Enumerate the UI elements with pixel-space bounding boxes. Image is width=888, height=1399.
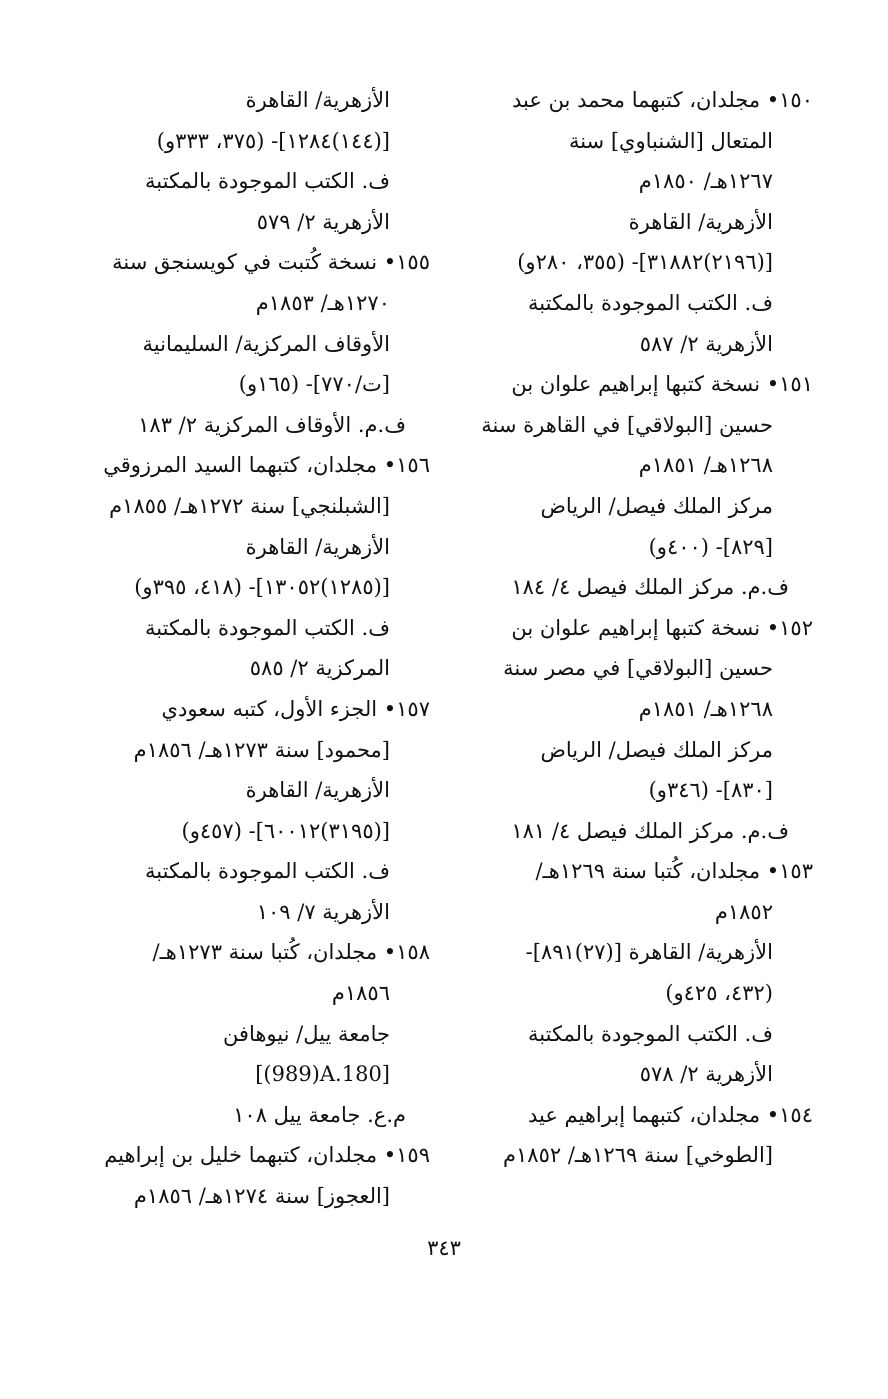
entry-line: حسين [البولاقي] في مصر سنة (503, 656, 773, 681)
entry-line: [٨٣٠]- (٣٤٦و) (648, 778, 773, 803)
entry-line: ١٥٨• مجلدان، كُتبا سنة ١٢٧٣هـ/ (152, 940, 430, 965)
entry-line: [(989)A.180] (255, 1062, 390, 1087)
right-column (468, 80, 813, 1176)
entry-line: ١٥٩• مجلدان، كتبهما خليل بن إبراهيم (104, 1143, 430, 1168)
page-number: ٣٤٣ (427, 1236, 461, 1260)
entry-line: ف. الكتب الموجودة بالمكتبة (145, 169, 390, 194)
entry-line: ١٨٥٢م (714, 899, 773, 924)
entry-154 (468, 1095, 813, 1176)
entry-158 (90, 932, 430, 1135)
entry-150 (468, 80, 813, 364)
entry-line: ١٥٢• نسخة كتبها إبراهيم علوان بن (511, 615, 813, 640)
entry-line: ١٢٦٨هـ/ ١٨٥١م (638, 453, 773, 478)
entry-line: ١٢٧٠هـ/ ١٨٥٣م (255, 290, 390, 315)
left-column (90, 80, 430, 1217)
entry-line: مركز الملك فيصل/ الرياض (540, 737, 773, 762)
entry-line: ١٥٣• مجلدان، كُتبا سنة ١٢٦٩هـ/ (535, 859, 813, 884)
entry-line: ف. الكتب الموجودة بالمكتبة (145, 859, 390, 884)
entry-line: الأزهرية/ القاهرة (245, 88, 390, 112)
entry-line: ف.م. مركز الملك فيصل ٤/ ١٨١ (511, 818, 789, 843)
entry-line: ١٨٥٦م (331, 981, 390, 1006)
entry-154-continued (90, 80, 430, 242)
entry-line: ١٢٦٨هـ/ ١٨٥١م (638, 696, 773, 721)
entry-line: [الشبلنجي] سنة ١٢٧٢هـ/ ١٨٥٥م (109, 493, 390, 518)
entry-line: ١٥٦• مجلدان، كتبهما السيد المرزوقي (103, 453, 430, 478)
entry-line: حسين [البولاقي] في القاهرة سنة (481, 412, 773, 437)
entry-line: الأزهرية/ القاهرة (628, 209, 773, 234)
entry-line: ١٥٥• نسخة كُتبت في كويسنجق سنة (112, 250, 430, 275)
entry-line: ف.م. الأوقاف المركزية ٢/ ١٨٣ (138, 412, 406, 437)
entry-line: ١٥٧• الجزء الأول، كتبه سعودي (161, 696, 430, 721)
entry-152 (468, 608, 813, 852)
entry-line: [(٣١٩٥)٦٠٠١٢]- (٤٥٧و) (181, 818, 390, 843)
entry-159 (90, 1135, 430, 1216)
entry-line: [ت/٧٧٠]- (١٦٥و) (238, 372, 390, 397)
entry-line: ١٥٤• مجلدان، كتبهما إبراهيم عيد (527, 1102, 813, 1127)
entry-line: المركزية ٢/ ٥٨٥ (249, 656, 390, 681)
entry-line: [(١٤٤)١٢٨٤]- (٣٧٥، ٣٣٣و) (156, 128, 390, 153)
entry-line: الأزهرية/ القاهرة (245, 778, 390, 803)
entry-line: ف. الكتب الموجودة بالمكتبة (528, 1021, 773, 1046)
entry-151 (468, 364, 813, 608)
entry-line: مركز الملك فيصل/ الرياض (540, 493, 773, 518)
entry-line: [(٢١٩٦)٣١٨٨٢]- (٣٥٥، ٢٨٠و) (517, 250, 773, 275)
entry-line: الأزهرية ٧/ ١٠٩ (256, 899, 390, 924)
entry-153 (468, 851, 813, 1095)
entry-line: المتعال [الشنباوي] سنة (568, 128, 773, 153)
entry-line: ف. الكتب الموجودة بالمكتبة (528, 290, 773, 315)
entry-line: ١٢٦٧هـ/ ١٨٥٠م (638, 169, 773, 194)
entry-line: [العجوز] سنة ١٢٧٤هـ/ ١٨٥٦م (133, 1184, 390, 1209)
entry-line: ١٥١• نسخة كتبها إبراهيم علوان بن (511, 372, 813, 397)
entry-line: ف. الكتب الموجودة بالمكتبة (145, 615, 390, 640)
entry-line: ١٥٠• مجلدان، كتبهما محمد بن عبد (512, 88, 813, 112)
entry-line: الأوقاف المركزية/ السليمانية (142, 331, 390, 356)
entry-line: الأزهرية/ القاهرة [(٢٧)٨٩١]- (525, 940, 773, 965)
entry-line: [٨٢٩]- (٤٠٠و) (648, 534, 773, 559)
entry-line: [(١٢٨٥)١٣٠٥٢]- (٤١٨، ٣٩٥و) (134, 575, 390, 600)
entry-line: جامعة ييل/ نيوهافن (222, 1021, 390, 1046)
entry-line: الأزهرية ٢/ ٥٧٨ (639, 1062, 773, 1087)
entry-line: الأزهرية ٢/ ٥٨٧ (639, 331, 773, 356)
entry-156 (90, 445, 430, 689)
entry-155 (90, 242, 430, 445)
entry-line: [محمود] سنة ١٢٧٣هـ/ ١٨٥٦م (133, 737, 390, 762)
entry-line: الأزهرية ٢/ ٥٧٩ (256, 209, 390, 234)
entry-line: [الطوخي] سنة ١٢٦٩هـ/ ١٨٥٢م (503, 1143, 773, 1168)
entry-line: الأزهرية/ القاهرة (245, 534, 390, 559)
entry-157 (90, 689, 430, 933)
entry-line: (٤٣٢، ٤٢٥و) (665, 981, 773, 1006)
entry-line: ف.م. مركز الملك فيصل ٤/ ١٨٤ (511, 575, 789, 600)
entry-line: م.ع. جامعة ييل ١٠٨ (233, 1102, 406, 1127)
